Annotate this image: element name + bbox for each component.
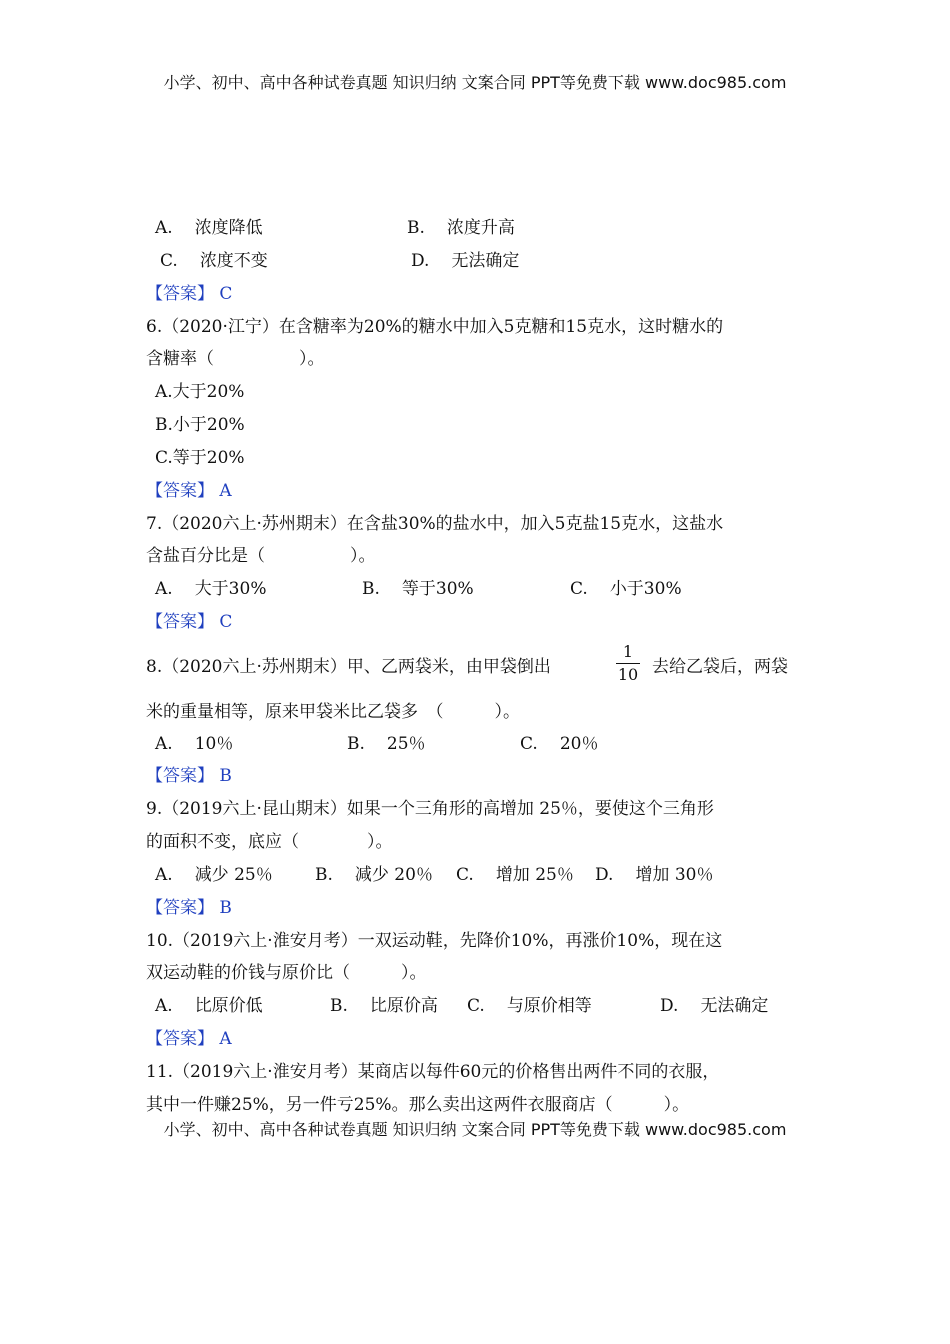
q6-answer xyxy=(146,480,232,502)
q8-answer xyxy=(146,765,232,787)
answer-tag: 【答案】 xyxy=(146,284,214,304)
fraction-bar xyxy=(616,663,640,664)
option-label: A. xyxy=(155,996,173,1016)
answer-tag: 【答案】 xyxy=(146,481,214,501)
q7-option-b xyxy=(362,578,474,600)
option-text: 减少 25％ xyxy=(194,865,273,885)
fraction-numerator: 1 xyxy=(622,642,634,661)
option-label: C. xyxy=(520,734,538,754)
option-label: A. xyxy=(155,218,173,238)
page-header: 小学、初中、高中各种试卷真题 知识归纳 文案合同 PPT等免费下载 www.doc985.com xyxy=(163,73,787,92)
q9-option-c xyxy=(456,864,574,886)
q8-option-c xyxy=(520,733,598,755)
fraction-denominator: 10 xyxy=(617,665,639,684)
option-text: 等于30% xyxy=(401,579,474,599)
q5-option-c xyxy=(160,250,268,272)
q6-option-b: B.小于20% xyxy=(155,415,245,435)
q10-stem-line2: 双运动鞋的价钱与原价比（ ）。 xyxy=(146,963,427,983)
q7-option-c xyxy=(570,578,682,600)
option-label: D. xyxy=(660,996,679,1016)
option-text: 10％ xyxy=(194,734,234,754)
option-text: 减少 20％ xyxy=(354,865,433,885)
q8-option-b xyxy=(347,733,426,755)
answer-tag: 【答案】 xyxy=(146,612,214,632)
page-footer: 小学、初中、高中各种试卷真题 知识归纳 文案合同 PPT等免费下载 www.doc985.com xyxy=(163,1120,787,1139)
answer-value: A xyxy=(219,481,232,501)
option-text: 增加 25％ xyxy=(495,865,574,885)
option-text: 20％ xyxy=(559,734,599,754)
option-label: B. xyxy=(362,579,380,599)
option-label: A. xyxy=(155,734,173,754)
option-text: 大于30% xyxy=(194,579,267,599)
answer-value: B xyxy=(219,766,232,786)
q6-option-a: A.大于20% xyxy=(155,382,245,402)
option-label: A. xyxy=(155,579,173,599)
option-label: B. xyxy=(330,996,348,1016)
q8-option-a xyxy=(155,733,233,755)
q8-stem-line1b: 去给乙袋后，两袋 xyxy=(652,657,788,677)
q9-option-b xyxy=(315,864,433,886)
option-label: C. xyxy=(467,996,485,1016)
q5-answer xyxy=(146,283,232,305)
option-text: 比原价低 xyxy=(194,996,263,1016)
answer-tag: 【答案】 xyxy=(146,898,214,918)
q5-option-b xyxy=(407,217,515,239)
option-text: 增加 30％ xyxy=(635,865,714,885)
option-text: 25％ xyxy=(386,734,426,754)
option-label: B. xyxy=(347,734,365,754)
q10-answer xyxy=(146,1028,232,1050)
q8-fraction xyxy=(616,643,640,684)
q9-answer xyxy=(146,897,232,919)
option-label: B. xyxy=(315,865,333,885)
answer-value: C xyxy=(219,612,233,632)
q11-stem-line2: 其中一件赚25%，另一件亏25%。那么卖出这两件衣服商店（ ）。 xyxy=(146,1095,690,1115)
q10-option-a xyxy=(155,995,263,1017)
option-text: 无法确定 xyxy=(700,996,769,1016)
option-text: 浓度升高 xyxy=(446,218,515,238)
answer-tag: 【答案】 xyxy=(146,1029,214,1049)
q5-option-d xyxy=(411,250,519,272)
answer-value: A xyxy=(219,1029,232,1049)
option-label: B. xyxy=(407,218,425,238)
answer-value: C xyxy=(219,284,233,304)
q10-option-c xyxy=(467,995,592,1017)
answer-tag: 【答案】 xyxy=(146,766,214,786)
q9-stem-line2: 的面积不变，底应（ ）。 xyxy=(146,832,393,852)
option-label: D. xyxy=(595,865,614,885)
option-label: D. xyxy=(411,251,430,271)
q6-stem-line1: 6.（2020·江宁）在含糖率为20%的糖水中加入5克糖和15克水，这时糖水的 xyxy=(146,317,724,337)
option-text: 无法确定 xyxy=(451,251,520,271)
q8-stem-line2: 米的重量相等，原来甲袋米比乙袋多 （ ）。 xyxy=(146,702,520,722)
q8-stem-line1a: 8.（2020六上·苏州期末）甲、乙两袋米，由甲袋倒出 xyxy=(146,657,551,677)
q10-option-b xyxy=(330,995,438,1017)
q11-stem-line1: 11.（2019六上·淮安月考）某商店以每件60元的价格售出两件不同的衣服， xyxy=(146,1062,720,1082)
q10-stem-line1: 10.（2019六上·淮安月考）一双运动鞋，先降价10%，再涨价10%，现在这 xyxy=(146,931,723,951)
q7-answer xyxy=(146,611,232,633)
answer-value: B xyxy=(219,898,232,918)
option-text: 浓度降低 xyxy=(194,218,263,238)
option-text: 浓度不变 xyxy=(199,251,268,271)
q9-stem-line1: 9.（2019六上·昆山期末）如果一个三角形的高增加 25％，要使这个三角形 xyxy=(146,799,714,819)
option-text: 与原价相等 xyxy=(506,996,592,1016)
option-label: C. xyxy=(456,865,474,885)
q9-option-d xyxy=(595,864,713,886)
q9-option-a xyxy=(155,864,273,886)
q6-stem-line2: 含糖率（ ）。 xyxy=(146,349,325,369)
q7-stem-line1: 7.（2020六上·苏州期末）在含盐30%的盐水中，加入5克盐15克水，这盐水 xyxy=(146,514,724,534)
option-text: 小于30% xyxy=(609,579,682,599)
q7-stem-line2: 含盐百分比是（ ）。 xyxy=(146,546,376,566)
option-text: 比原价高 xyxy=(369,996,438,1016)
option-label: C. xyxy=(570,579,588,599)
q5-option-a xyxy=(155,217,263,239)
q10-option-d xyxy=(660,995,768,1017)
q6-option-c: C.等于20% xyxy=(155,448,245,468)
option-label: A. xyxy=(155,865,173,885)
option-label: C. xyxy=(160,251,178,271)
q7-option-a xyxy=(155,578,266,600)
